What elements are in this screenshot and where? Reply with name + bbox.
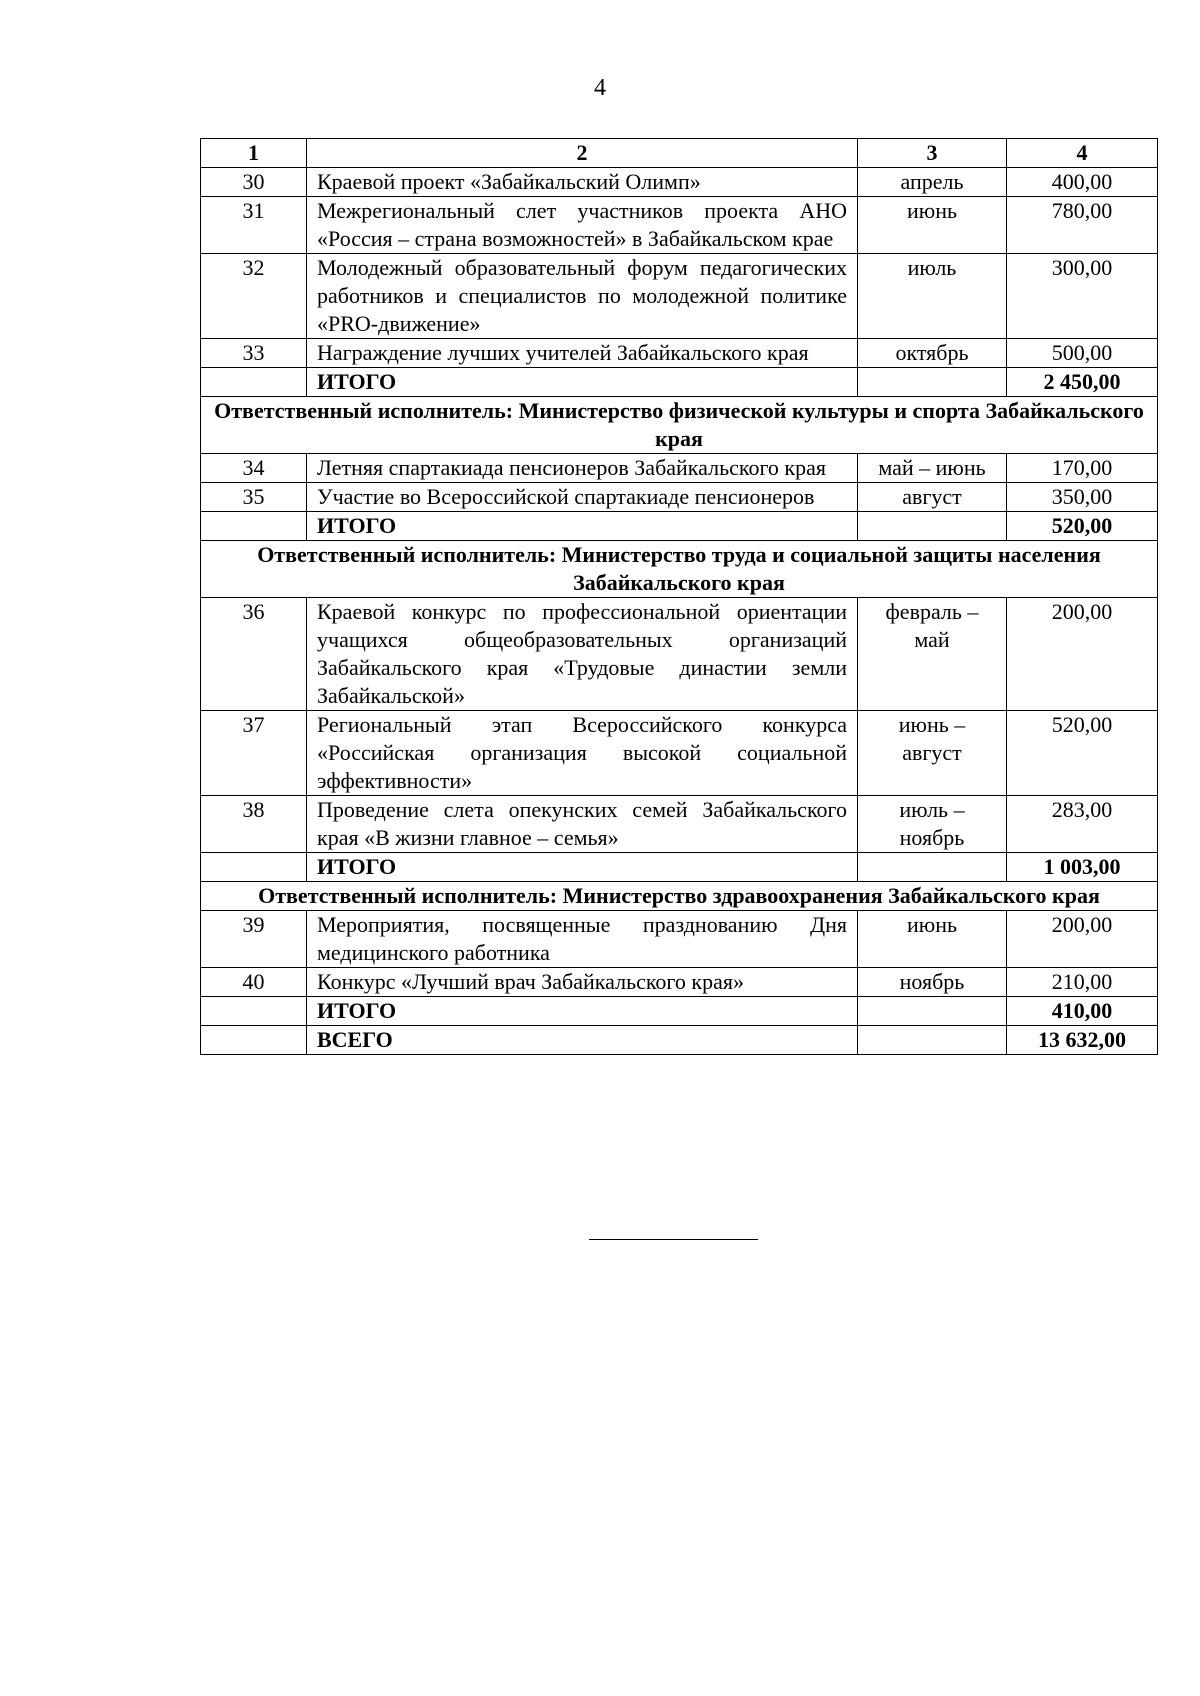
row-amount: 210,00 <box>1007 968 1158 997</box>
table-row <box>201 796 1158 853</box>
row-period: июнь – август <box>858 711 1007 796</box>
header-cell: 2 <box>307 139 858 168</box>
row-description: Молодежный образовательный форум педагогических работников и специалистов по молодежной политике «PRO-движение» <box>307 254 858 339</box>
row-period: июль – ноябрь <box>858 796 1007 853</box>
row-number: 33 <box>201 339 307 368</box>
row-period: июнь <box>858 911 1007 968</box>
table-row <box>201 483 1158 512</box>
table-row <box>201 339 1158 368</box>
row-number: 40 <box>201 968 307 997</box>
table-row <box>201 168 1158 197</box>
total-row <box>201 997 1158 1026</box>
row-description: Краевой конкурс по профессиональной ориентации учащихся общеобразовательных организаций Забайкальского края «Трудовые династии земли Забайкальской» <box>307 598 858 711</box>
total-empty-cell <box>858 997 1007 1026</box>
row-period: август <box>858 483 1007 512</box>
table-row <box>201 968 1158 997</box>
total-label: ВСЕГО <box>307 1026 858 1055</box>
total-empty-cell <box>858 1026 1007 1055</box>
table-body <box>201 139 1158 1055</box>
row-period: февраль – май <box>858 598 1007 711</box>
section-header-row <box>201 882 1158 911</box>
row-amount: 283,00 <box>1007 796 1158 853</box>
row-description: Награждение лучших учителей Забайкальского края <box>307 339 858 368</box>
row-amount: 200,00 <box>1007 598 1158 711</box>
row-description: Краевой проект «Забайкальский Олимп» <box>307 168 858 197</box>
total-empty-cell <box>858 512 1007 541</box>
total-empty-cell <box>201 997 307 1026</box>
total-empty-cell <box>201 853 307 882</box>
page-number: 4 <box>594 75 606 101</box>
row-number: 30 <box>201 168 307 197</box>
row-number: 37 <box>201 711 307 796</box>
total-amount: 13 632,00 <box>1007 1026 1158 1055</box>
row-description: Региональный этап Всероссийского конкурса «Российская организация высокой социальной эффективности» <box>307 711 858 796</box>
row-number: 32 <box>201 254 307 339</box>
row-number: 38 <box>201 796 307 853</box>
row-description: Конкурс «Лучший врач Забайкальского края» <box>307 968 858 997</box>
total-amount: 410,00 <box>1007 997 1158 1026</box>
total-amount: 520,00 <box>1007 512 1158 541</box>
total-empty-cell <box>201 368 307 397</box>
total-label: ИТОГО <box>307 853 858 882</box>
total-empty-cell <box>201 1026 307 1055</box>
row-description: Участие во Всероссийской спартакиаде пенсионеров <box>307 483 858 512</box>
row-description: Мероприятия, посвященные празднованию Дня медицинского работника <box>307 911 858 968</box>
row-number: 39 <box>201 911 307 968</box>
row-number: 34 <box>201 454 307 483</box>
row-period: апрель <box>858 168 1007 197</box>
total-label: ИТОГО <box>307 997 858 1026</box>
row-amount: 520,00 <box>1007 711 1158 796</box>
table-row <box>201 197 1158 254</box>
row-number: 36 <box>201 598 307 711</box>
total-amount: 1 003,00 <box>1007 853 1158 882</box>
row-period: июнь <box>858 197 1007 254</box>
row-amount: 400,00 <box>1007 168 1158 197</box>
row-number: 31 <box>201 197 307 254</box>
header-cell: 3 <box>858 139 1007 168</box>
row-period: июль <box>858 254 1007 339</box>
row-amount: 170,00 <box>1007 454 1158 483</box>
table-row <box>201 254 1158 339</box>
total-row <box>201 368 1158 397</box>
total-amount: 2 450,00 <box>1007 368 1158 397</box>
row-amount: 200,00 <box>1007 911 1158 968</box>
header-cell: 1 <box>201 139 307 168</box>
section-title: Ответственный исполнитель: Министерство физической культуры и спорта Забайкальского края <box>201 397 1158 454</box>
footer-rule <box>589 1239 758 1240</box>
section-header-row <box>201 541 1158 598</box>
row-period: май – июнь <box>858 454 1007 483</box>
total-row <box>201 1026 1158 1055</box>
row-amount: 300,00 <box>1007 254 1158 339</box>
row-description: Проведение слета опекунских семей Забайкальского края «В жизни главное – семья» <box>307 796 858 853</box>
table-row <box>201 911 1158 968</box>
section-title: Ответственный исполнитель: Министерство здравоохранения Забайкальского края <box>201 882 1158 911</box>
table-row <box>201 711 1158 796</box>
total-row <box>201 853 1158 882</box>
row-amount: 500,00 <box>1007 339 1158 368</box>
row-period: ноябрь <box>858 968 1007 997</box>
table-row <box>201 454 1158 483</box>
budget-table <box>200 138 1158 1055</box>
row-amount: 350,00 <box>1007 483 1158 512</box>
total-row <box>201 512 1158 541</box>
total-empty-cell <box>201 512 307 541</box>
table-row <box>201 598 1158 711</box>
row-description: Летняя спартакиада пенсионеров Забайкальского края <box>307 454 858 483</box>
header-cell: 4 <box>1007 139 1158 168</box>
section-header-row <box>201 397 1158 454</box>
section-title: Ответственный исполнитель: Министерство труда и социальной защиты населения Забайкальского края <box>201 541 1158 598</box>
total-label: ИТОГО <box>307 368 858 397</box>
total-empty-cell <box>858 368 1007 397</box>
total-empty-cell <box>858 853 1007 882</box>
row-number: 35 <box>201 483 307 512</box>
row-period: октябрь <box>858 339 1007 368</box>
total-label: ИТОГО <box>307 512 858 541</box>
table-header-row <box>201 139 1158 168</box>
row-description: Межрегиональный слет участников проекта АНО «Россия – страна возможностей» в Забайкальском крае <box>307 197 858 254</box>
row-amount: 780,00 <box>1007 197 1158 254</box>
